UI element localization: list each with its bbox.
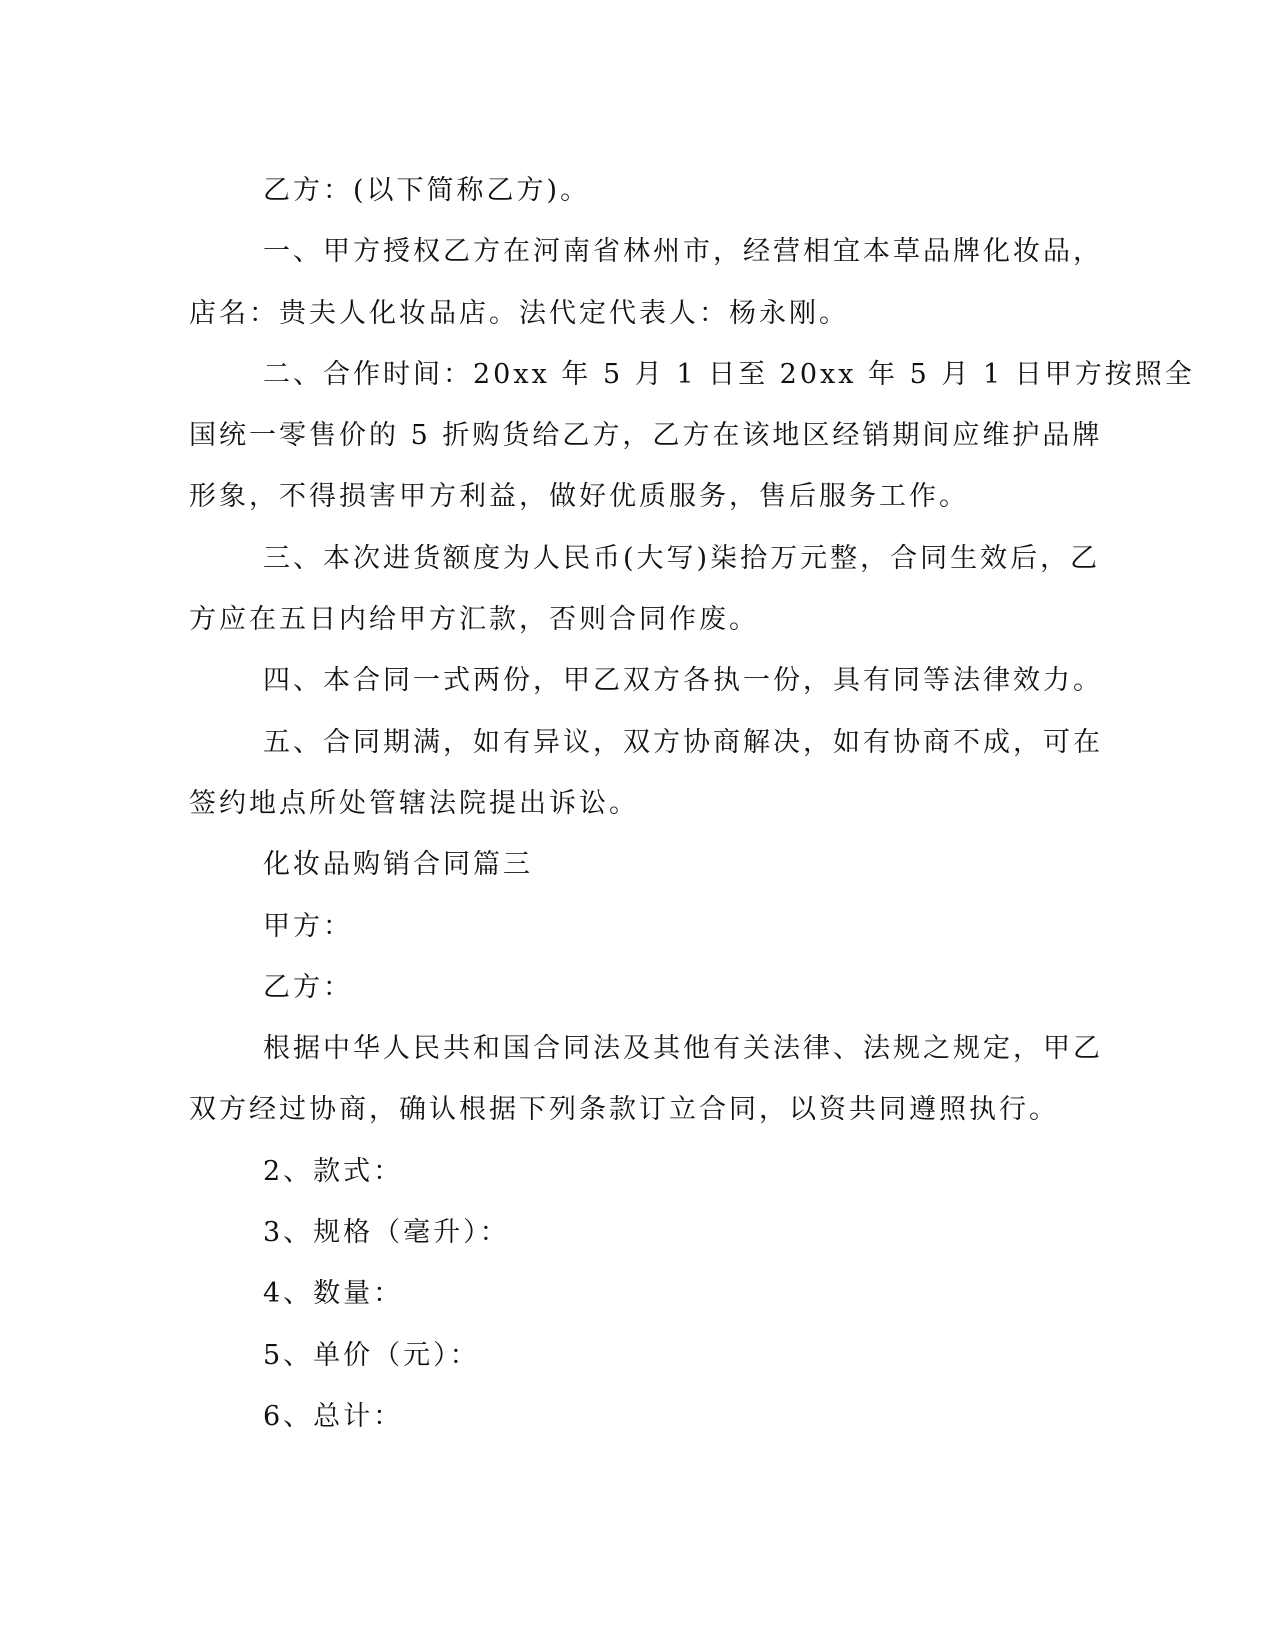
text-line: 6、总计： xyxy=(263,1400,404,1432)
text-line: 甲方： xyxy=(263,910,353,942)
item-spec-field xyxy=(189,1202,1084,1263)
text-line: 4、数量： xyxy=(263,1278,404,1310)
item-style-field xyxy=(189,1141,1084,1202)
text-line: 五、合同期满，如有异议，双方协商解决，如有协商不成，可在 xyxy=(263,726,1103,758)
text-line: 乙方： xyxy=(263,971,353,1003)
text-line: 双方经过协商，确认根据下列条款订立合同，以资共同遵照执行。 xyxy=(189,1094,1059,1126)
text-line: 三、本次进货额度为人民币(大写)柒拾万元整，合同生效后，乙 xyxy=(263,542,1101,574)
paragraph-clause-4 xyxy=(189,650,1103,711)
paragraph-preamble xyxy=(189,1018,1103,1141)
text-line: 根据中华人民共和国合同法及其他有关法律、法规之规定，甲乙 xyxy=(263,1033,1103,1065)
item-total-field xyxy=(189,1386,1084,1447)
party-b-field xyxy=(189,957,1084,1018)
party-a-field xyxy=(189,896,1084,957)
text-line: 2、款式： xyxy=(263,1155,404,1187)
paragraph-clause-3 xyxy=(189,528,1101,651)
paragraph-clause-2 xyxy=(189,344,1195,528)
section-title: 化妆品购销合同篇三 xyxy=(263,849,533,881)
text-line: 二、合作时间：20xx 年 5 月 1 日至 20xx 年 5 月 1 日甲方按照全 xyxy=(263,358,1195,390)
text-line: 乙方：(以下简称乙方)。 xyxy=(263,175,591,206)
text-line: 国统一零售价的 5 折购货给乙方，乙方在该地区经销期间应维护品牌 xyxy=(189,420,1103,452)
text-line: 方应在五日内给甲方汇款，否则合同作废。 xyxy=(189,604,759,636)
text-line: 形象，不得损害甲方利益，做好优质服务，售后服务工作。 xyxy=(189,481,969,513)
item-unit-price-field xyxy=(189,1325,1084,1386)
paragraph-clause-5 xyxy=(189,712,1103,835)
text-line: 3、规格（毫升）： xyxy=(263,1217,510,1249)
section-heading xyxy=(189,834,1084,895)
text-line: 一、甲方授权乙方在河南省林州市，经营相宜本草品牌化妆品， xyxy=(263,236,1103,268)
paragraph-party-b-intro xyxy=(189,160,1084,221)
paragraph-clause-1 xyxy=(189,221,1103,344)
text-line: 四、本合同一式两份，甲乙双方各执一份，具有同等法律效力。 xyxy=(263,665,1103,697)
text-line: 5、单价（元）： xyxy=(263,1339,480,1371)
text-line: 店名：贵夫人化妆品店。法代定代表人：杨永刚。 xyxy=(189,297,849,329)
item-quantity-field xyxy=(189,1263,1084,1324)
document-body xyxy=(189,160,1195,1447)
text-line: 签约地点所处管辖法院提出诉讼。 xyxy=(189,787,639,819)
